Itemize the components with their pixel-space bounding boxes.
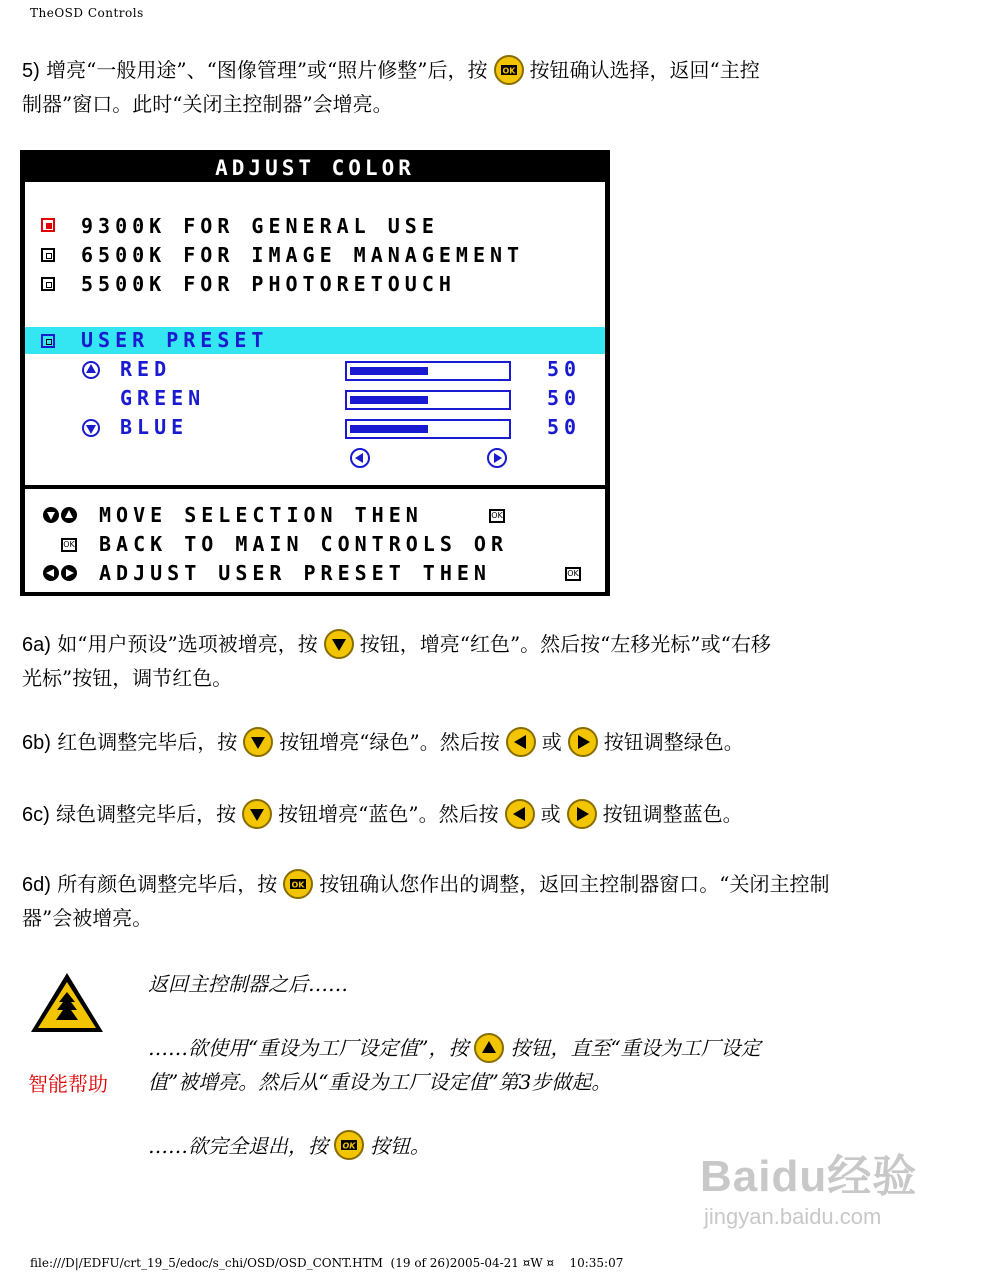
osd-body [25, 182, 605, 485]
step-label: 6d) [22, 874, 51, 896]
step-5 [22, 54, 952, 121]
warning-icon [28, 970, 106, 1036]
step-6c [22, 798, 952, 832]
step-text: 按钮调整绿色。 [603, 730, 744, 754]
left-arrow-icon [349, 447, 371, 469]
green-value: 50 [547, 386, 582, 410]
step-text: 按钮确认选择，返回“主控 [529, 58, 760, 82]
channel-green-label: GREEN [120, 386, 206, 410]
up-arrow-icon [81, 360, 101, 380]
instruction-adjust: ADJUST USER PRESET THEN [99, 561, 491, 585]
step-text: 按钮，增亮“红色”。然后按“左移光标”或“右移 [359, 632, 771, 656]
step-text: 按钮确认您作出的调整，返回主控制器窗口。“关闭主控制 [319, 872, 830, 896]
watermark-brand: Baidu经验 [700, 1152, 918, 1201]
ok-button-icon [282, 868, 314, 900]
option-radio-icon [41, 248, 55, 262]
step-text: 或 [540, 802, 561, 826]
red-value: 50 [547, 357, 582, 381]
step-text: 绿色调整完毕后，按 [56, 802, 237, 826]
help-line: 值”被增亮。然后从“重设为工厂设定值”第3步做起。 [148, 1069, 612, 1094]
step-text: 红色调整完毕后，按 [57, 730, 238, 754]
right-arrow-icon [486, 447, 508, 469]
footer-time: 10:35:07 [569, 1256, 624, 1270]
step-text: 如“用户预设”选项被增亮，按 [57, 632, 318, 656]
step-6d [22, 868, 952, 935]
step-6a [22, 628, 952, 695]
footer-page: (19 of 26)2005-04-21 ¤W ¤ [390, 1256, 555, 1270]
step-label: 6a) [22, 634, 51, 656]
step-text: 器”会被增亮。 [22, 906, 153, 930]
page-header: TheOSD Controls [30, 6, 144, 20]
step-text: 光标”按钮，调节红色。 [22, 666, 233, 690]
osd-adjust-color-panel [20, 150, 610, 596]
blue-value: 50 [547, 415, 582, 439]
red-slider[interactable] [345, 361, 511, 381]
instruction-move: MOVE SELECTION THEN [99, 503, 423, 527]
option-9300k[interactable]: 9300K FOR GENERAL USE [81, 214, 439, 238]
osd-instructions [25, 489, 605, 592]
down-button-icon [241, 798, 273, 830]
help-line: 返回主控制器之后…… [148, 972, 348, 996]
step-text: 按钮增亮“蓝色”。然后按 [278, 802, 499, 826]
help-line: ……欲使用“重设为工厂设定值”，按 [148, 1036, 469, 1060]
up-button-icon [473, 1032, 505, 1064]
down-button-icon [242, 726, 274, 758]
down-up-arrows-icon [41, 505, 81, 525]
osd-title: ADJUST COLOR [215, 156, 415, 180]
option-5500k[interactable]: 5500K FOR PHOTORETOUCH [81, 272, 456, 296]
baidu-watermark [700, 1140, 917, 1230]
svg-text:OK: OK [291, 880, 305, 889]
step-6b [22, 726, 952, 760]
down-arrow-icon [81, 418, 101, 438]
step-text: 按钮调整蓝色。 [602, 802, 743, 826]
ok-button-icon [333, 1129, 365, 1161]
channel-red-label: RED [120, 357, 172, 381]
option-radio-icon [41, 277, 55, 291]
step-text: 按钮增亮“绿色”。然后按 [279, 730, 500, 754]
svg-text:OK: OK [502, 66, 516, 75]
footer-path: file:///D|/EDFU/crt_19_5/edoc/s_chi/OSD/OSD_CONT.HTM [30, 1256, 383, 1270]
option-6500k[interactable]: 6500K FOR IMAGE MANAGEMENT [81, 243, 525, 267]
ok-icon: OK [61, 538, 77, 552]
help-line: 按钮。 [370, 1133, 430, 1158]
user-preset-radio-icon [41, 334, 55, 348]
step-text: 制器”窗口。此时“关闭主控制器”会增亮。 [22, 92, 393, 116]
step-text: 增亮“一般用途”、“图像管理”或“照片修整”后，按 [46, 58, 488, 82]
help-line: 按钮，直至“重设为工厂设定 [510, 1036, 761, 1060]
channel-blue-label: BLUE [120, 415, 189, 439]
instruction-back: BACK TO MAIN CONTROLS OR [99, 532, 508, 556]
left-button-icon [504, 798, 536, 830]
left-right-arrows-icon [41, 563, 81, 583]
left-button-icon [505, 726, 537, 758]
user-preset-label: USER PRESET [81, 328, 269, 352]
ok-icon: OK [565, 567, 581, 581]
smart-help-text [148, 968, 888, 1163]
blue-slider[interactable] [345, 419, 511, 439]
watermark-url: jingyan.baidu.com [704, 1204, 882, 1229]
step-label: 6b) [22, 732, 51, 754]
page-footer [30, 1256, 623, 1270]
ok-icon: OK [489, 509, 505, 523]
help-line: ……欲完全退出，按 [148, 1133, 328, 1158]
right-button-icon [567, 726, 599, 758]
step-text: 所有颜色调整完毕后，按 [57, 872, 278, 896]
down-button-icon [323, 628, 355, 660]
green-slider[interactable] [345, 390, 511, 410]
ok-button-icon [493, 54, 525, 86]
smart-help-label: 智能帮助 [28, 1072, 108, 1096]
step-text: 或 [541, 730, 562, 754]
step-label: 6c) [22, 804, 50, 826]
step-label: 5) [22, 60, 40, 82]
right-button-icon [566, 798, 598, 830]
svg-text:OK: OK [342, 1141, 356, 1151]
option-selected-icon [41, 218, 55, 232]
